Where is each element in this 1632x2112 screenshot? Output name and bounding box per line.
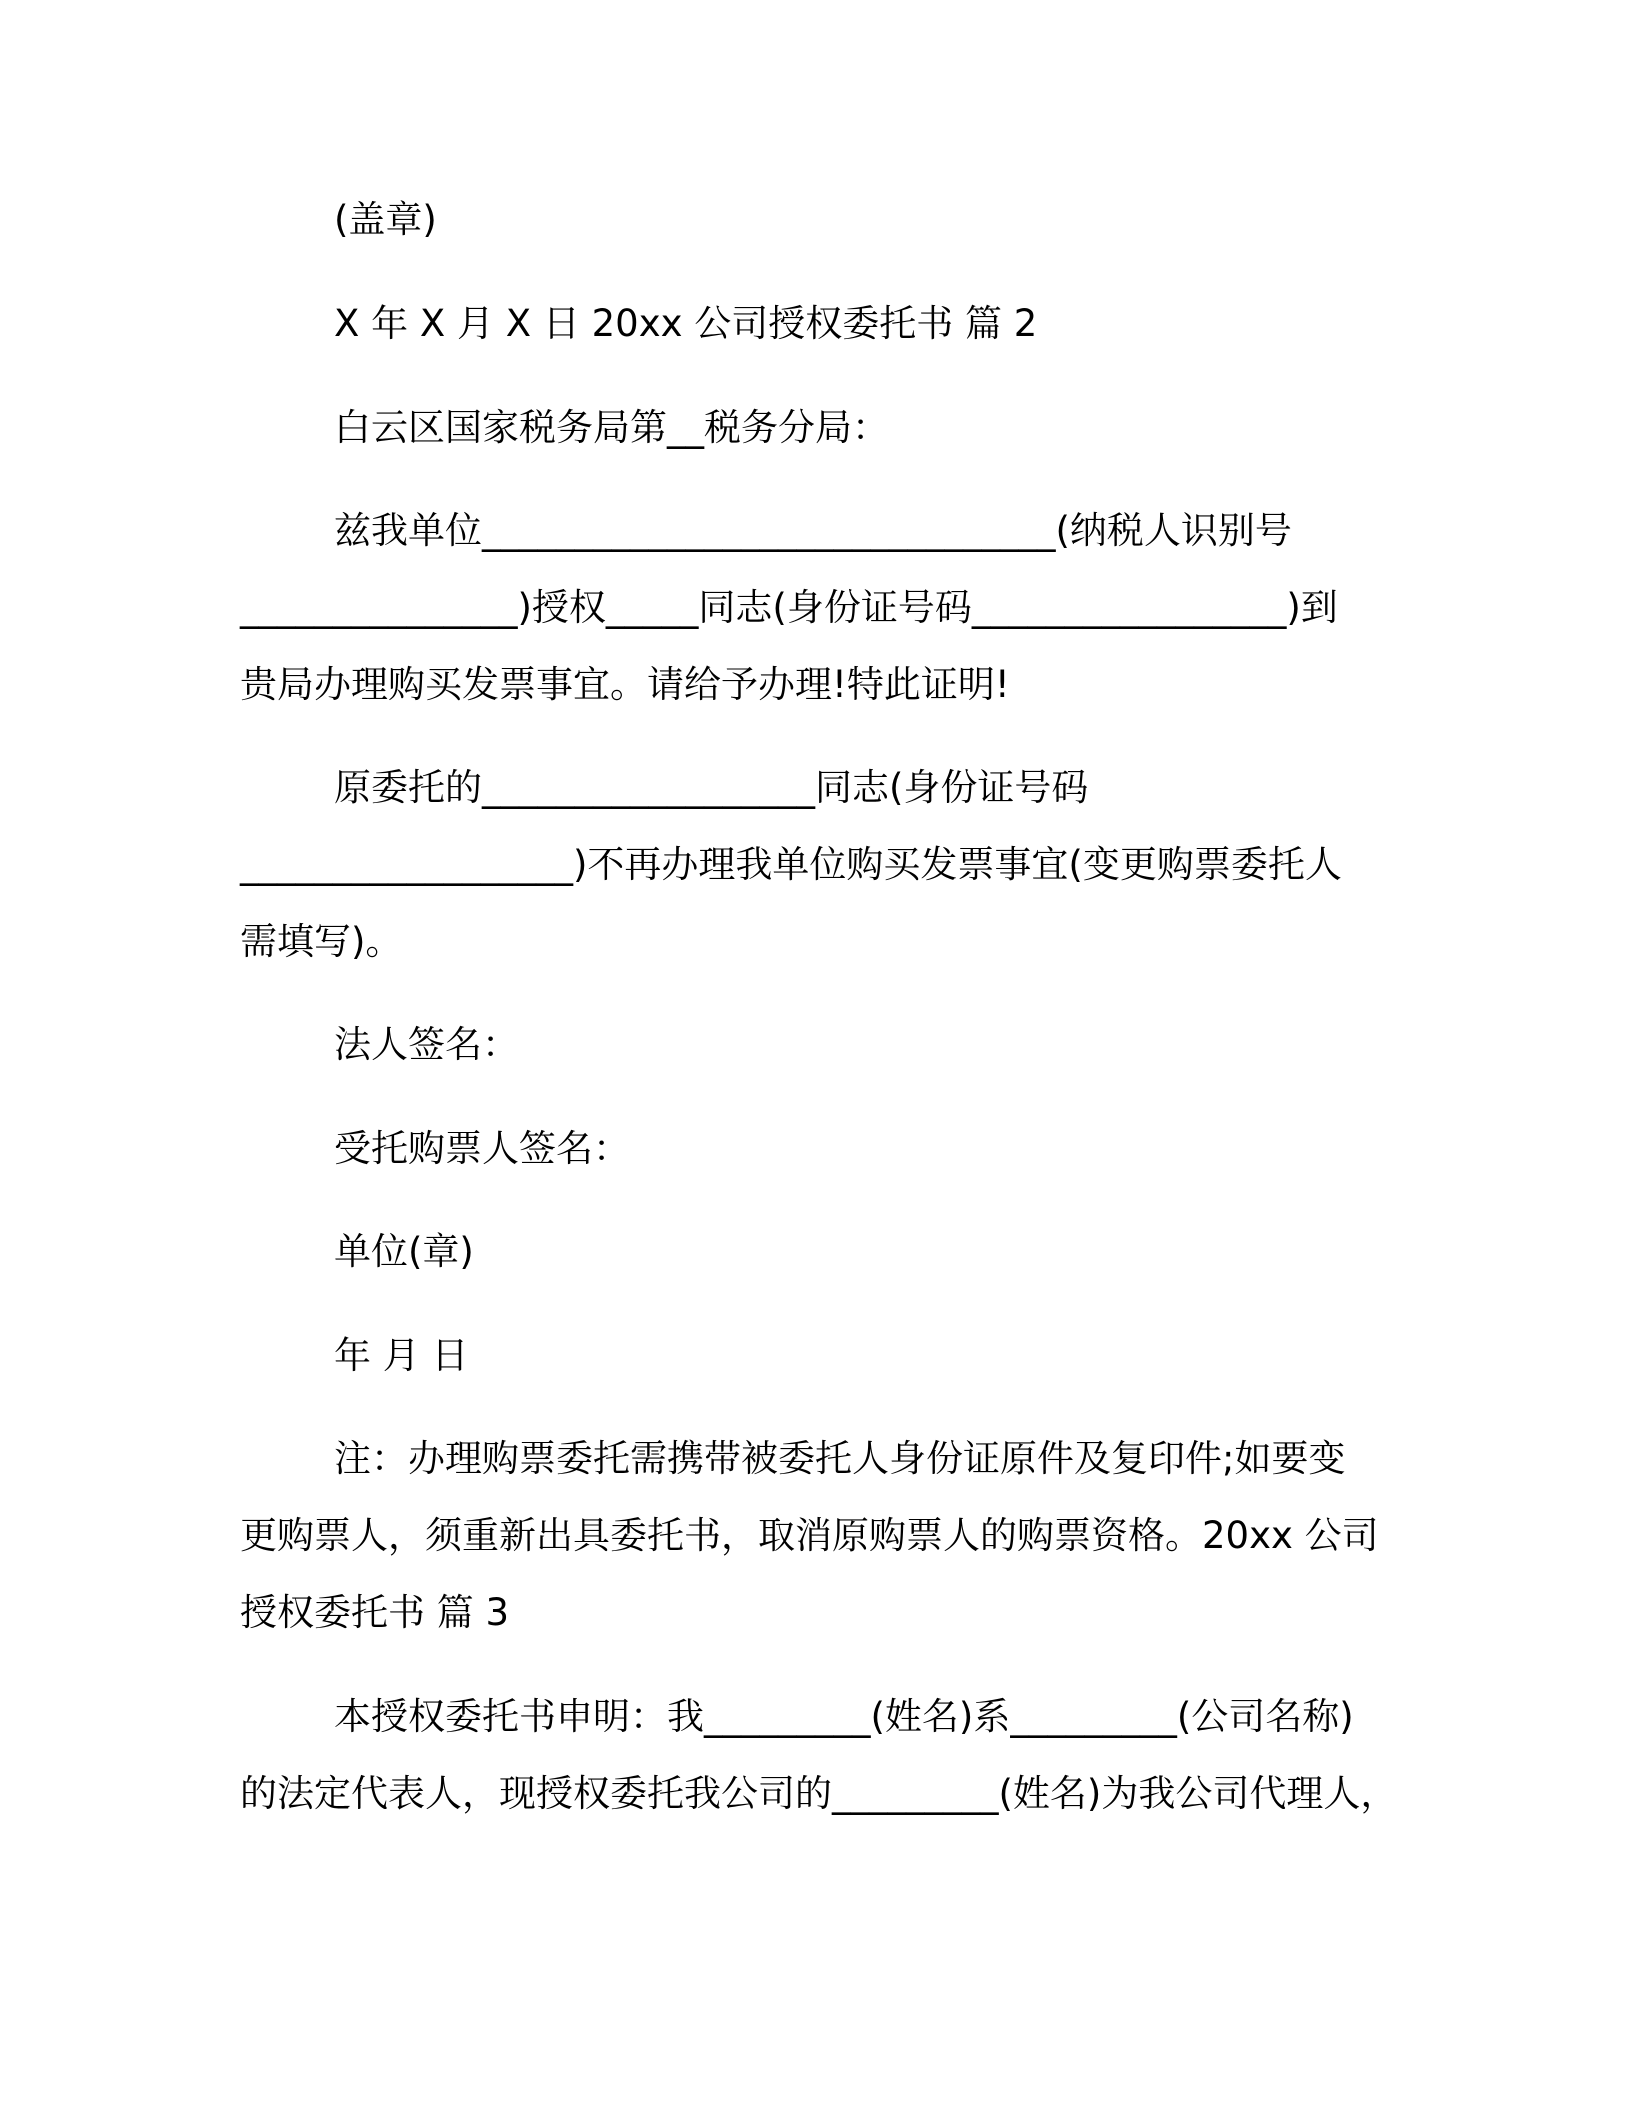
body-line: 的法定代表人，现授权委托我公司的_________(姓名)为我公司代理人， — [240, 1772, 1398, 1815]
body-line: 兹我单位_______________________________(纳税人识别号 — [334, 509, 1292, 552]
note-line: 更购票人，须重新出具委托书，取消原购票人的购票资格。20xx 公司 — [240, 1514, 1379, 1557]
date-label: 年 月 日 — [334, 1334, 469, 1377]
body-line: 贵局办理购买发票事宜。请给予办理!特此证明! — [240, 663, 1010, 706]
agent-signature-label: 受托购票人签名： — [334, 1127, 630, 1170]
note-line: 注：办理购票委托需携带被委托人身份证原件及复印件;如要变 — [334, 1437, 1346, 1480]
body-line: __________________)不再办理我单位购买发票事宜(变更购票委托人 — [240, 843, 1342, 886]
addressee: 白云区国家税务局第__税务分局： — [334, 406, 889, 449]
seal-note: (盖章) — [334, 198, 437, 241]
body-line: 需填写)。 — [240, 920, 403, 963]
legal-rep-signature-label: 法人签名： — [334, 1023, 519, 1066]
unit-seal-label: 单位(章) — [334, 1230, 474, 1273]
body-line: _______________)授权_____同志(身份证号码_________________)到 — [240, 586, 1338, 629]
body-line: 本授权委托书申明：我_________(姓名)系_________(公司名称) — [334, 1695, 1354, 1738]
section-heading: 授权委托书 篇 3 — [240, 1591, 510, 1634]
date-and-section-heading: X 年 X 月 X 日 20xx 公司授权委托书 篇 2 — [334, 302, 1038, 345]
body-line: 原委托的__________________同志(身份证号码 — [334, 766, 1089, 809]
